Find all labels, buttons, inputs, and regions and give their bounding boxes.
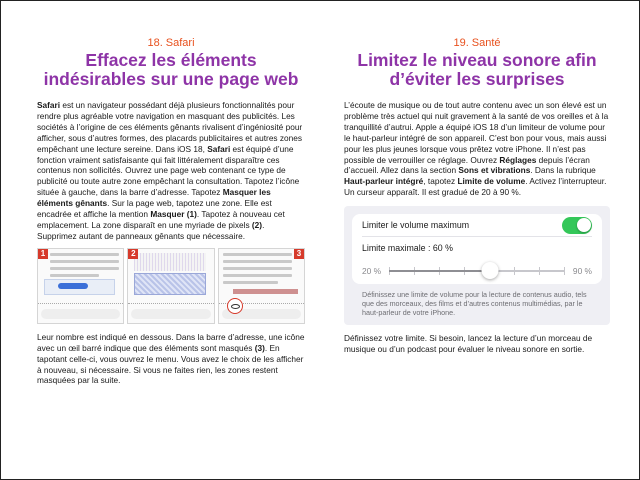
slider-thumb[interactable] bbox=[481, 262, 498, 279]
slider-tick bbox=[539, 267, 540, 275]
volume-slider-row bbox=[362, 258, 592, 284]
slider-fill bbox=[389, 270, 489, 272]
settings-group bbox=[352, 214, 602, 284]
limit-value-row bbox=[362, 236, 592, 258]
sante-article bbox=[344, 37, 610, 355]
pixel-noise bbox=[134, 253, 205, 271]
bold-run: Safari bbox=[37, 100, 61, 110]
volume-limit-toggle[interactable] bbox=[562, 217, 592, 234]
article-title bbox=[37, 51, 305, 89]
bold-run: Masquer (1) bbox=[150, 209, 197, 220]
text-run: L’écoute de musique ou de tout autre contenu avec un son élevé est un problème très actuel qui nuit gravement à la santé de vos oreilles et à la tranquillité d’autrui. Apple a équipé iOS 18 d’un limiteur de volume pour le haut-parleur intégré de son appareil. C’est bon pour vous, mais aussi pour les plus jeunes lorsque vous prêtez votre iPhone. Il n’est pas possible de verrouiller ce réglage. Ouvrez bbox=[344, 100, 609, 165]
title-line: Limitez le niveau sonore afin bbox=[357, 50, 597, 70]
mask-button bbox=[58, 283, 88, 289]
screenshot-eye-icon bbox=[218, 248, 305, 324]
section-kicker: 19. Santé bbox=[453, 37, 501, 49]
volume-slider[interactable] bbox=[389, 270, 565, 272]
text-lines bbox=[223, 253, 292, 288]
text-run: . Supprimez autant de panneaux gênants que nécessaire. bbox=[37, 219, 265, 241]
article-body-continued bbox=[37, 332, 305, 387]
volume-settings-card bbox=[344, 206, 610, 325]
address-bar bbox=[131, 309, 210, 319]
toggle-label: Limiter le volume maximum bbox=[362, 220, 470, 231]
disintegrating-zone bbox=[134, 273, 205, 295]
screenshot-strip bbox=[37, 248, 305, 324]
separator bbox=[38, 303, 123, 305]
article-body bbox=[37, 100, 305, 242]
text-run: Définissez votre limite. Si besoin, lancez la lecture d’un morceau de musique ou d’un podcast pour évaluer le niveau sonore en sortie. bbox=[344, 333, 593, 355]
title-line: Effacez les éléments bbox=[85, 50, 257, 70]
bold-run: Sons et vibrations bbox=[458, 165, 531, 176]
article-title bbox=[344, 51, 610, 89]
text-run: est équipé d’une fonction vraiment satisfaisante qui fait littéralement disparaître ces contenus non sollicités. Ouvrez une page web contenant ce type de publicité ou toute autre zone empêchant la consultation. Tapotez l’icône située à gauche, dans la barre d’adresse. Tapotez bbox=[37, 143, 300, 198]
title-line: indésirables sur une page web bbox=[43, 69, 299, 89]
text-run: Leur nombre est indiqué en dessous. Dans la barre d’adresse, une icône avec un œil barré indique que des éléments sont masqués bbox=[37, 331, 305, 353]
text-run: . Tapotez à nouveau cet emplacement. La zone disparaît en une myriade de pixels bbox=[37, 209, 285, 230]
text-run: est un navigateur possédant déjà plusieurs fonctionnalités pour rendre plus agréable votre navigation en masquant des publicités. Les sociétés à l’origine de ces éléments gênants rivalisent d’ingéniosité pour afficher, sous d’autres formes, des placards publicitaires et autres zones empêchant une lecture sereine. Dans iOS 18, bbox=[37, 100, 303, 154]
title-line: d’éviter les surprises bbox=[389, 69, 565, 89]
slider-tick bbox=[564, 267, 565, 275]
article-body-continued bbox=[344, 333, 610, 355]
text-run: depuis l’écran d’accueil. Allez dans la section bbox=[344, 154, 590, 176]
bold-run: (2) bbox=[251, 219, 263, 230]
step-badge: 1 bbox=[38, 249, 48, 259]
screenshot-mask bbox=[37, 248, 124, 324]
step-badge: 2 bbox=[128, 249, 138, 259]
step-badge: 3 bbox=[294, 249, 304, 259]
text-run: , tapotez bbox=[423, 176, 458, 187]
article-body bbox=[344, 100, 610, 198]
bold-run: (3) bbox=[254, 342, 265, 353]
eye-slash-icon bbox=[227, 298, 243, 314]
separator bbox=[128, 303, 213, 305]
toggle-knob bbox=[577, 218, 591, 232]
slider-max-label: 90 % bbox=[572, 266, 592, 277]
screenshot-pixels bbox=[127, 248, 214, 324]
bold-run: Réglages bbox=[499, 154, 537, 165]
limit-toggle-row bbox=[362, 214, 592, 236]
bold-run: Masquer les éléments gênants bbox=[37, 187, 271, 209]
bold-run: Limite de volume bbox=[457, 176, 526, 187]
heading-line bbox=[233, 289, 298, 294]
slider-tick bbox=[514, 267, 515, 275]
safari-article bbox=[37, 37, 305, 386]
text-run: . Dans la rubrique bbox=[530, 165, 596, 176]
settings-footnote: Définissez une limite de volume pour la lecture de contenus audio, tels que des morceaux, des films et d’autres contenus multimédias, par le haut-parleur de votre iPhone. bbox=[362, 290, 587, 318]
slider-min-label: 20 % bbox=[362, 266, 382, 277]
text-run: . Sur la page web, tapotez une zone. Elle est encadrée et affiche la mention bbox=[37, 198, 272, 220]
text-lines bbox=[50, 253, 119, 281]
text-run: . Activez l’interrupteur. Un curseur apparaît. Il est gradué de 20 à 90 %. bbox=[344, 176, 607, 198]
address-bar bbox=[41, 309, 120, 319]
limit-label: Limite maximale : 60 % bbox=[362, 242, 453, 253]
section-kicker: 18. Safari bbox=[147, 37, 195, 49]
bold-run: Haut-parleur intégré bbox=[344, 176, 424, 187]
bold-run: Safari bbox=[207, 143, 231, 154]
text-run: . En tapotant celle-ci, vous ouvrez le menu. Vous avez le choix de les afficher à nouveau, si nécessaire. Si vous ne faites rien, les zones restent masquées par la suite. bbox=[37, 342, 304, 386]
